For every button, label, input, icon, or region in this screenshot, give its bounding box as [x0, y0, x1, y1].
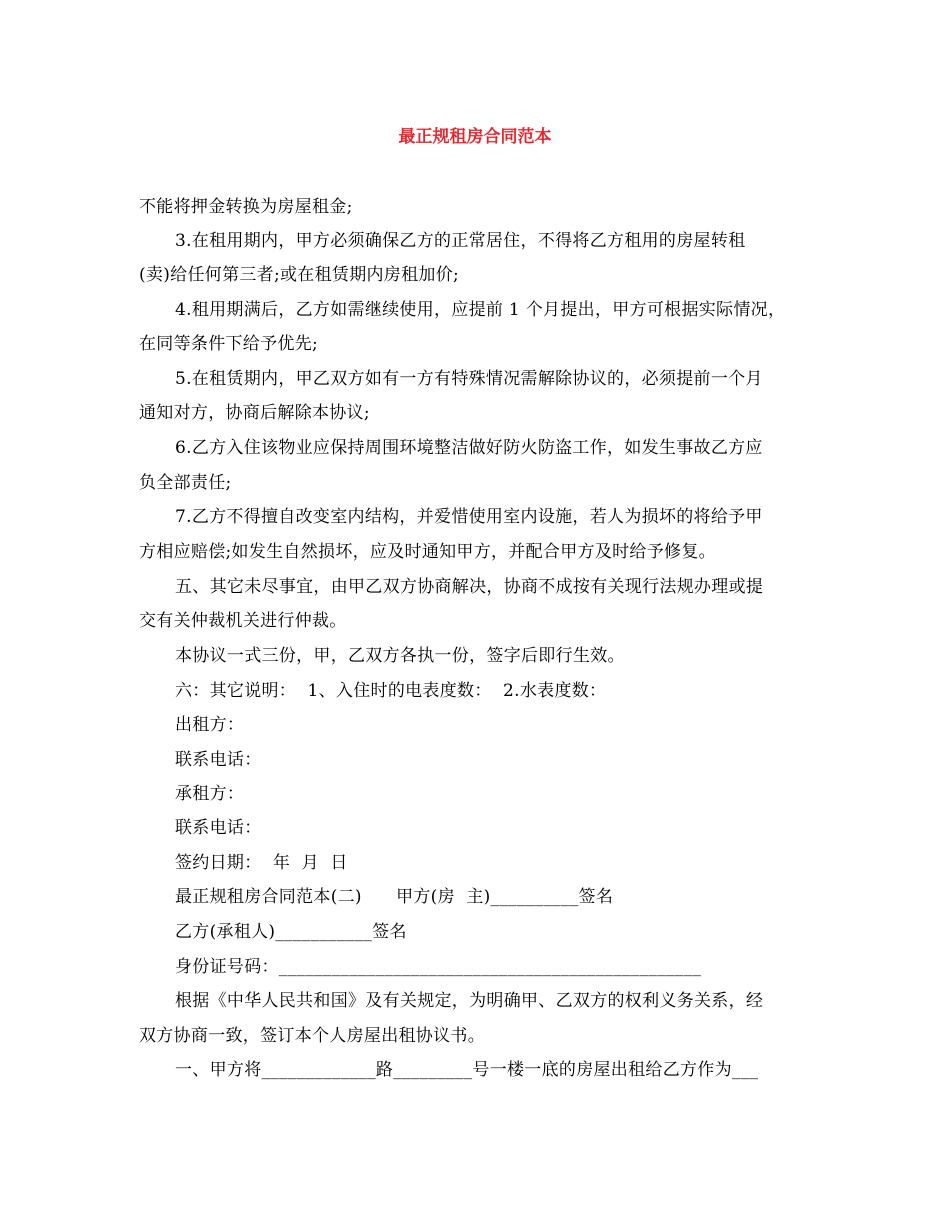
- text-line: 本协议一式三份，甲，乙双方各执一份，签字后即行生效。: [175, 646, 625, 666]
- text-line: 承租方：: [175, 784, 245, 804]
- text-line: 联系电话：: [175, 818, 262, 838]
- text-line: 3.在租用期内，甲方必须确保乙方的正常居住，不得将乙方租用的房屋转租: [175, 231, 746, 251]
- text-line: 签约日期： 年 月 日: [175, 853, 348, 873]
- document-title: 最正规租房合同范本: [398, 127, 552, 147]
- text-line: 五、其它未尽事宜，由甲乙双方协商解决，协商不成按有关现行法规办理或提: [175, 577, 764, 597]
- text-line: 双方协商一致，签订本个人房屋出租协议书。: [139, 1026, 485, 1046]
- text-line: 方相应赔偿;如发生自然损坏，应及时通知甲方，并配合甲方及时给予修复。: [139, 542, 716, 562]
- text-line: 6.乙方入住该物业应保持周围环境整洁做好防火防盗工作，如发生事故乙方应: [175, 438, 763, 458]
- text-line: (卖)给任何第三者;或在租赁期内房租加价;: [139, 265, 460, 285]
- text-line: 最正规租房合同范本(二) 甲方(房 主)__________签名: [175, 887, 614, 907]
- text-line: 六：其它说明： 1、入住时的电表度数： 2.水表度数：: [175, 681, 607, 701]
- text-line: 负全部责任;: [139, 473, 232, 493]
- text-line: 联系电话：: [175, 750, 262, 770]
- text-line: 根据《中华人民共和国》及有关规定，为明确甲、乙双方的权利义务关系，经: [175, 991, 764, 1011]
- text-line: 出租方：: [175, 715, 245, 735]
- text-line: 7.乙方不得擅自改变室内结构，并爱惜使用室内设施，若人为损坏的将给予甲: [175, 507, 763, 527]
- text-line: 身份证号码：________________________________________________: [175, 957, 702, 977]
- text-line: 一、甲方将_____________路_________号一楼一底的房屋出租给乙方作为___: [175, 1060, 759, 1080]
- text-line: 在同等条件下给予优先;: [139, 334, 319, 354]
- text-line: 乙方(承租人)___________签名: [175, 922, 407, 942]
- text-line: 通知对方，协商后解除本协议;: [139, 403, 370, 423]
- text-line: 4.租用期满后，乙方如需继续使用，应提前 1 个月提出，甲方可根据实际情况，: [175, 300, 786, 320]
- text-line: 5.在租赁期内，甲乙双方如有一方有特殊情况需解除协议的，必须提前一个月: [175, 369, 763, 389]
- text-line: 交有关仲裁机关进行仲裁。: [139, 611, 347, 631]
- text-line: 不能将押金转换为房屋租金;: [139, 197, 353, 217]
